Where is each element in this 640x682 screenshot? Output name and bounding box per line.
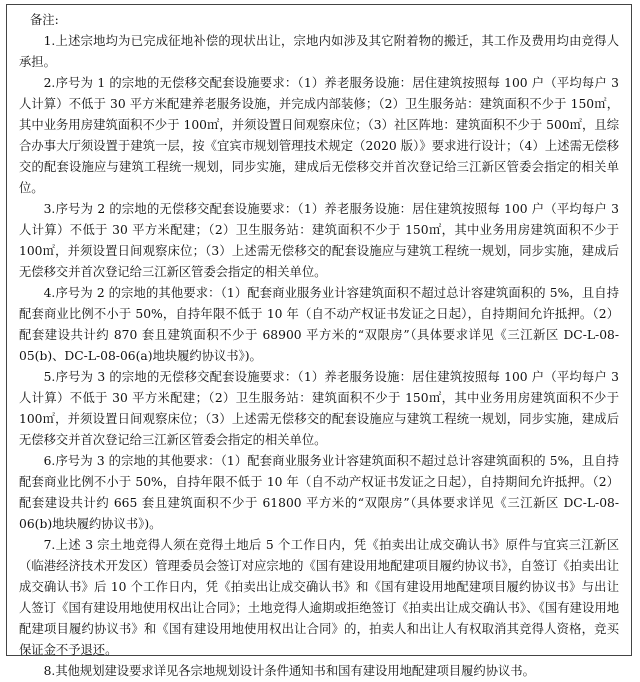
- note-paragraph-4: 4.序号为 2 的宗地的其他要求：（1）配套商业服务业计容建筑面积不超过总计容建筑面积的 5%，且自持配套商业比例不小于 50%，自持年限不低于 10 年（自不动产权证书发证之日起），自持期间允许抵押。（2）配套建设共计约 870 套且建筑面积不少于 68900 平方米的“双限房”（具体要求详见《三江新区 DC-L-08-05(b)、DC-L-08-06(a)地块履约协议书》)。: [19, 286, 619, 363]
- note-paragraph-7: 7.上述 3 宗土地竞得人须在竞得土地后 5 个工作日内，凭《拍卖出让成交确认书》原件与宜宾三江新区（临港经济技术开发区）管理委员会签订对应宗地的《国有建设用地配建项目履约协议书》，自签订《拍卖出让成交确认书》后 10 个工作日内，凭《拍卖出让成交确认书》和《国有建设用地配建项目履约协议书》与出让人签订《国有建设用地使用权出让合同》；土地竞得人逾期或拒绝签订《拍卖出让成交确认书》、《国有建设用地配建项目履约协议书》和《国有建设用地使用权出让合同》的，拍卖人和出让人有权取消其竞得人资格，竞买保证金不予退还。: [19, 538, 619, 657]
- note-paragraph-2: 2.序号为 1 的宗地的无偿移交配套设施要求：（1）养老服务设施：居住建筑按照每 100 户（平均每户 3 人计算）不低于 30 平方米配建养老服务设施，并完成内部装修；（2）卫生服务站：建筑面积不少于 150㎡，其中业务用房建筑面积不少于 100㎡，并须设置日间观察床位；（3）社区阵地：建筑面积不少于 500㎡，且综合办事大厅须设置于建筑一层，按《宜宾市规划管理技术规定（2020 版）》要求进行设计；（4）上述需无偿移交的配套设施应与建筑工程统一规划，同步实施，建成后无偿移交并首次登记给三江新区管委会指定的相关单位。: [19, 76, 619, 195]
- note-paragraph-8: 8.其他规划建设要求详见各宗地规划设计条件通知书和国有建设用地配建项目履约协议书。: [43, 664, 535, 678]
- notes-title: 备注:: [30, 13, 59, 27]
- notes-box: [6, 4, 632, 678]
- note-paragraph-6: 6.序号为 3 的宗地的其他要求：（1）配套商业服务业计容建筑面积不超过总计容建筑面积的 5%，且自持配套商业比例不小于 50%，自持年限不低于 10 年（自不动产权证书发证之日起），自持期间允许抵押。（2）配套建设共计约 665 套且建筑面积不少于 61800 平方米的“双限房”（具体要求详见《三江新区 DC-L-08-06(b)地块履约协议书》)。: [19, 454, 619, 531]
- note-paragraph-1: 1.上述宗地均为已完成征地补偿的现状出让，宗地内如涉及其它附着物的搬迁，其工作及费用均由竞得人承担。: [19, 34, 619, 69]
- note-paragraph-5: 5.序号为 3 的宗地的无偿移交配套设施要求：（1）养老服务设施：居住建筑按照每 100 户（平均每户 3 人计算）不低于 30 平方米配建；（2）卫生服务站：建筑面积不少于 150㎡，其中业务用房建筑面积不少于 100㎡，并须设置日间观察床位；（3）上述需无偿移交的配套设施应与建筑工程统一规划，同步实施，建成后无偿移交并首次登记给三江新区管委会指定的相关单位。: [19, 370, 619, 447]
- note-paragraph-3: 3.序号为 2 的宗地的无偿移交配套设施要求：（1）养老服务设施：居住建筑按照每 100 户（平均每户 3 人计算）不低于 30 平方米配建；（2）卫生服务站：建筑面积不少于 150㎡，其中业务用房建筑面积不少于 100㎡，并须设置日间观察床位；（3）上述需无偿移交的配套设施应与建筑工程统一规划，同步实施，建成后无偿移交并首次登记给三江新区管委会指定的相关单位。: [19, 202, 619, 279]
